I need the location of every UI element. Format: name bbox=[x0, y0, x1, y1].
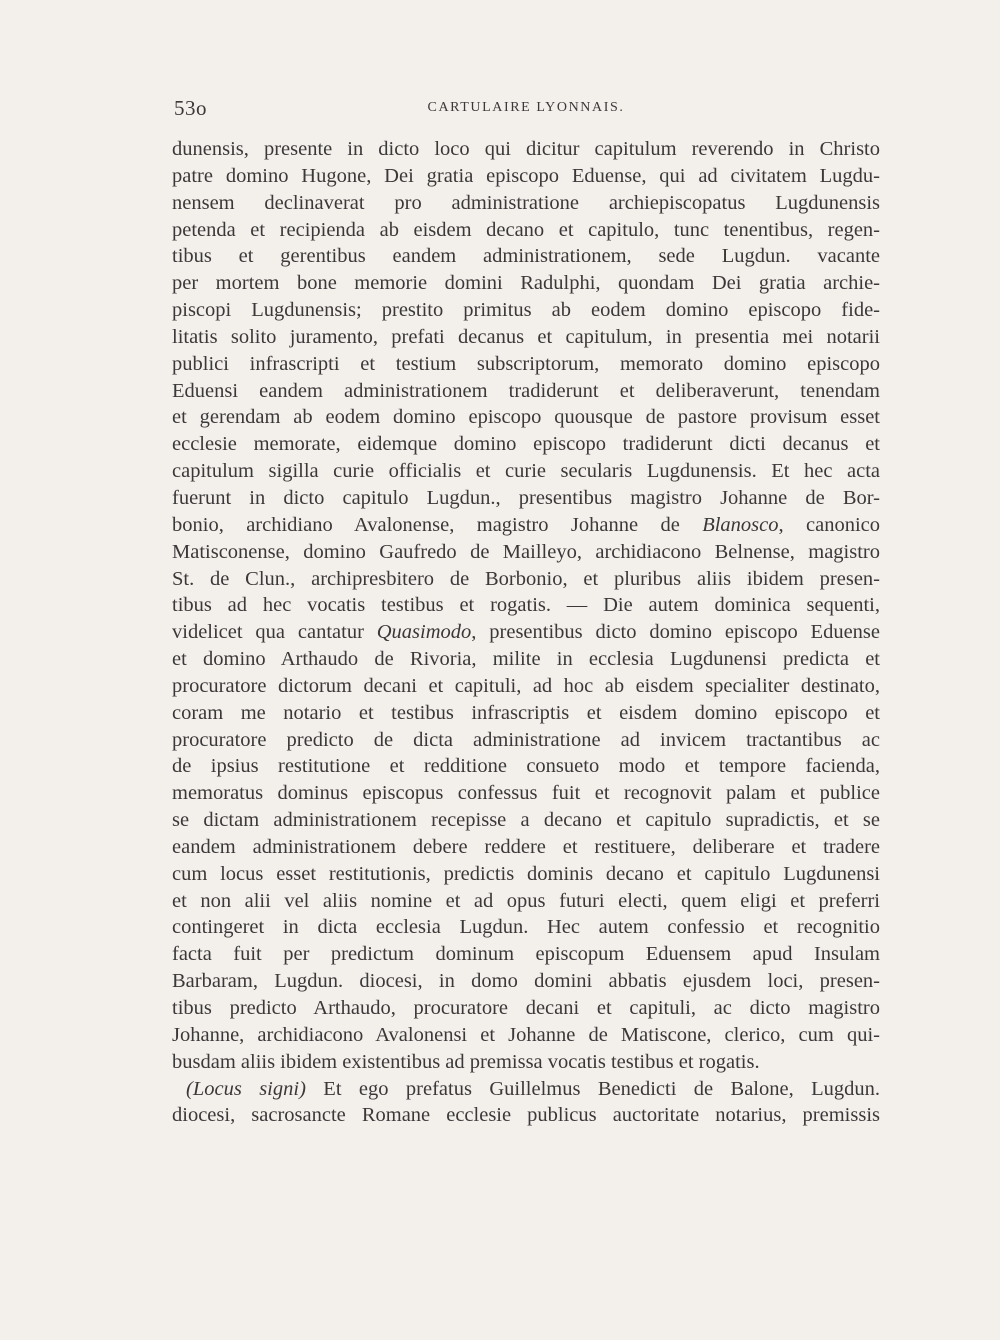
text-line: St. de Clun., archipresbitero de Borbonio, et pluribus aliis ibidem presen- bbox=[172, 567, 880, 590]
text-line: se dictam administrationem recepisse a decano et capitulo supradictis, et se bbox=[172, 809, 880, 832]
text-line: fuerunt in dicto capitulo Lugdun., presentibus magistro Johanne de Bor- bbox=[172, 486, 880, 509]
text-line: procuratore predicto de dicta administratione ad invicem tractantibus ac bbox=[172, 728, 880, 751]
text-line: Barbaram, Lugdun. diocesi, in domo domini abbatis ejusdem loci, presen- bbox=[172, 970, 880, 993]
body-text bbox=[172, 136, 880, 1129]
text-line: diocesi, sacrosancte Romane ecclesie publicus auctoritate notarius, premissis bbox=[172, 1104, 880, 1127]
text-line: eandem administrationem debere reddere et restituere, deliberare et tradere bbox=[172, 835, 880, 858]
page-number: 53o bbox=[174, 96, 207, 120]
text-line: dunensis, presente in dicto loco qui dicitur capitulum reverendo in Christo bbox=[172, 138, 880, 160]
text-line: tibus et gerentibus eandem administrationem, sede Lugdun. vacante bbox=[172, 245, 880, 268]
text-line: petenda et recipienda ab eisdem decano et capitulo, tunc tenentibus, regen- bbox=[172, 218, 880, 241]
italic-phrase: Quasimodo bbox=[376, 621, 472, 644]
italic-phrase: (Locus signi) bbox=[186, 1077, 306, 1100]
text-line: capitulum sigilla curie officialis et curie secularis Lugdunensis. Et hec acta bbox=[172, 460, 880, 483]
text-line: cum locus esset restitutionis, predictis dominis decano et capitulo Lugdunensi bbox=[172, 862, 880, 885]
text-line: et gerendam ab eodem domino episcopo quousque de pastore provisum esset bbox=[172, 406, 880, 429]
italic-phrase: Blanosco bbox=[702, 513, 779, 536]
text-line: Eduensi eandem administrationem tradiderunt et deliberaverunt, tenendam bbox=[172, 379, 880, 402]
text-line: Johanne, archidiacono Avalonensi et Johanne de Matiscone, clerico, cum qui- bbox=[172, 1023, 880, 1046]
text-line: contingeret in dicta ecclesia Lugdun. Hec autem confessio et recognitio bbox=[172, 916, 880, 939]
text-line: busdam aliis ibidem existentibus ad premissa vocatis testibus et rogatis. bbox=[172, 1050, 760, 1073]
text-line: memoratus dominus episcopus confessus fuit et recognovit palam et publice bbox=[172, 782, 880, 805]
text-line: tibus ad hec vocatis testibus et rogatis. — Die autem dominica sequenti, bbox=[172, 594, 880, 617]
text-line: bonio, archidiano Avalonense, magistro Johanne de Blanosco, canonico bbox=[172, 513, 880, 536]
text-line: (Locus signi) Et ego prefatus Guillelmus Benedicti de Balone, Lugdun. bbox=[186, 1077, 880, 1100]
text-line: nensem declinaverat pro administratione archiepiscopatus Lugdunensis bbox=[172, 191, 880, 214]
text-line: publici infrascripti et testium subscriptorum, memorato domino episcopo bbox=[172, 352, 880, 375]
text-line: de ipsius restitutione et redditione consueto modo et tempore facienda, bbox=[172, 755, 880, 778]
text-line: ecclesie memorate, eidemque domino episcopo tradiderunt dicti decanus et bbox=[172, 433, 880, 456]
text-line: Matisconense, domino Gaufredo de Mailleyo, archidiacono Belnense, magistro bbox=[172, 540, 880, 563]
text-line: patre domino Hugone, Dei gratia episcopo Eduense, qui ad civitatem Lugdu- bbox=[172, 164, 880, 187]
text-line: procuratore dictorum decani et capituli, ad hoc ab eisdem specialiter destinato, bbox=[172, 674, 880, 697]
text-line: per mortem bone memorie domini Radulphi, quondam Dei gratia archie- bbox=[172, 272, 880, 295]
text-line: litatis solito juramento, prefati decanus et capitulum, in presentia mei notarii bbox=[172, 325, 880, 348]
running-header bbox=[172, 96, 880, 126]
text-line: et domino Arthaudo de Rivoria, milite in ecclesia Lugdunensi predicta et bbox=[172, 648, 880, 671]
text-line: coram me notario et testibus infrascriptis et eisdem domino episcopo et bbox=[172, 701, 880, 724]
running-title: CARTULAIRE LYONNAIS. bbox=[427, 100, 625, 115]
text-line: videlicet qua cantatur Quasimodo, presentibus dicto domino episcopo Eduense bbox=[172, 621, 880, 644]
text-line: tibus predicto Arthaudo, procuratore decani et capituli, ac dicto magistro bbox=[172, 997, 880, 1019]
text-line: piscopi Lugdunensis; prestito primitus ab eodem domino episcopo fide- bbox=[172, 299, 880, 322]
text-line: et non alii vel aliis nomine et ad opus futuri electi, quem eligi et preferri bbox=[172, 889, 880, 912]
text-line: facta fuit per predictum dominum episcopum Eduensem apud Insulam bbox=[172, 943, 880, 966]
